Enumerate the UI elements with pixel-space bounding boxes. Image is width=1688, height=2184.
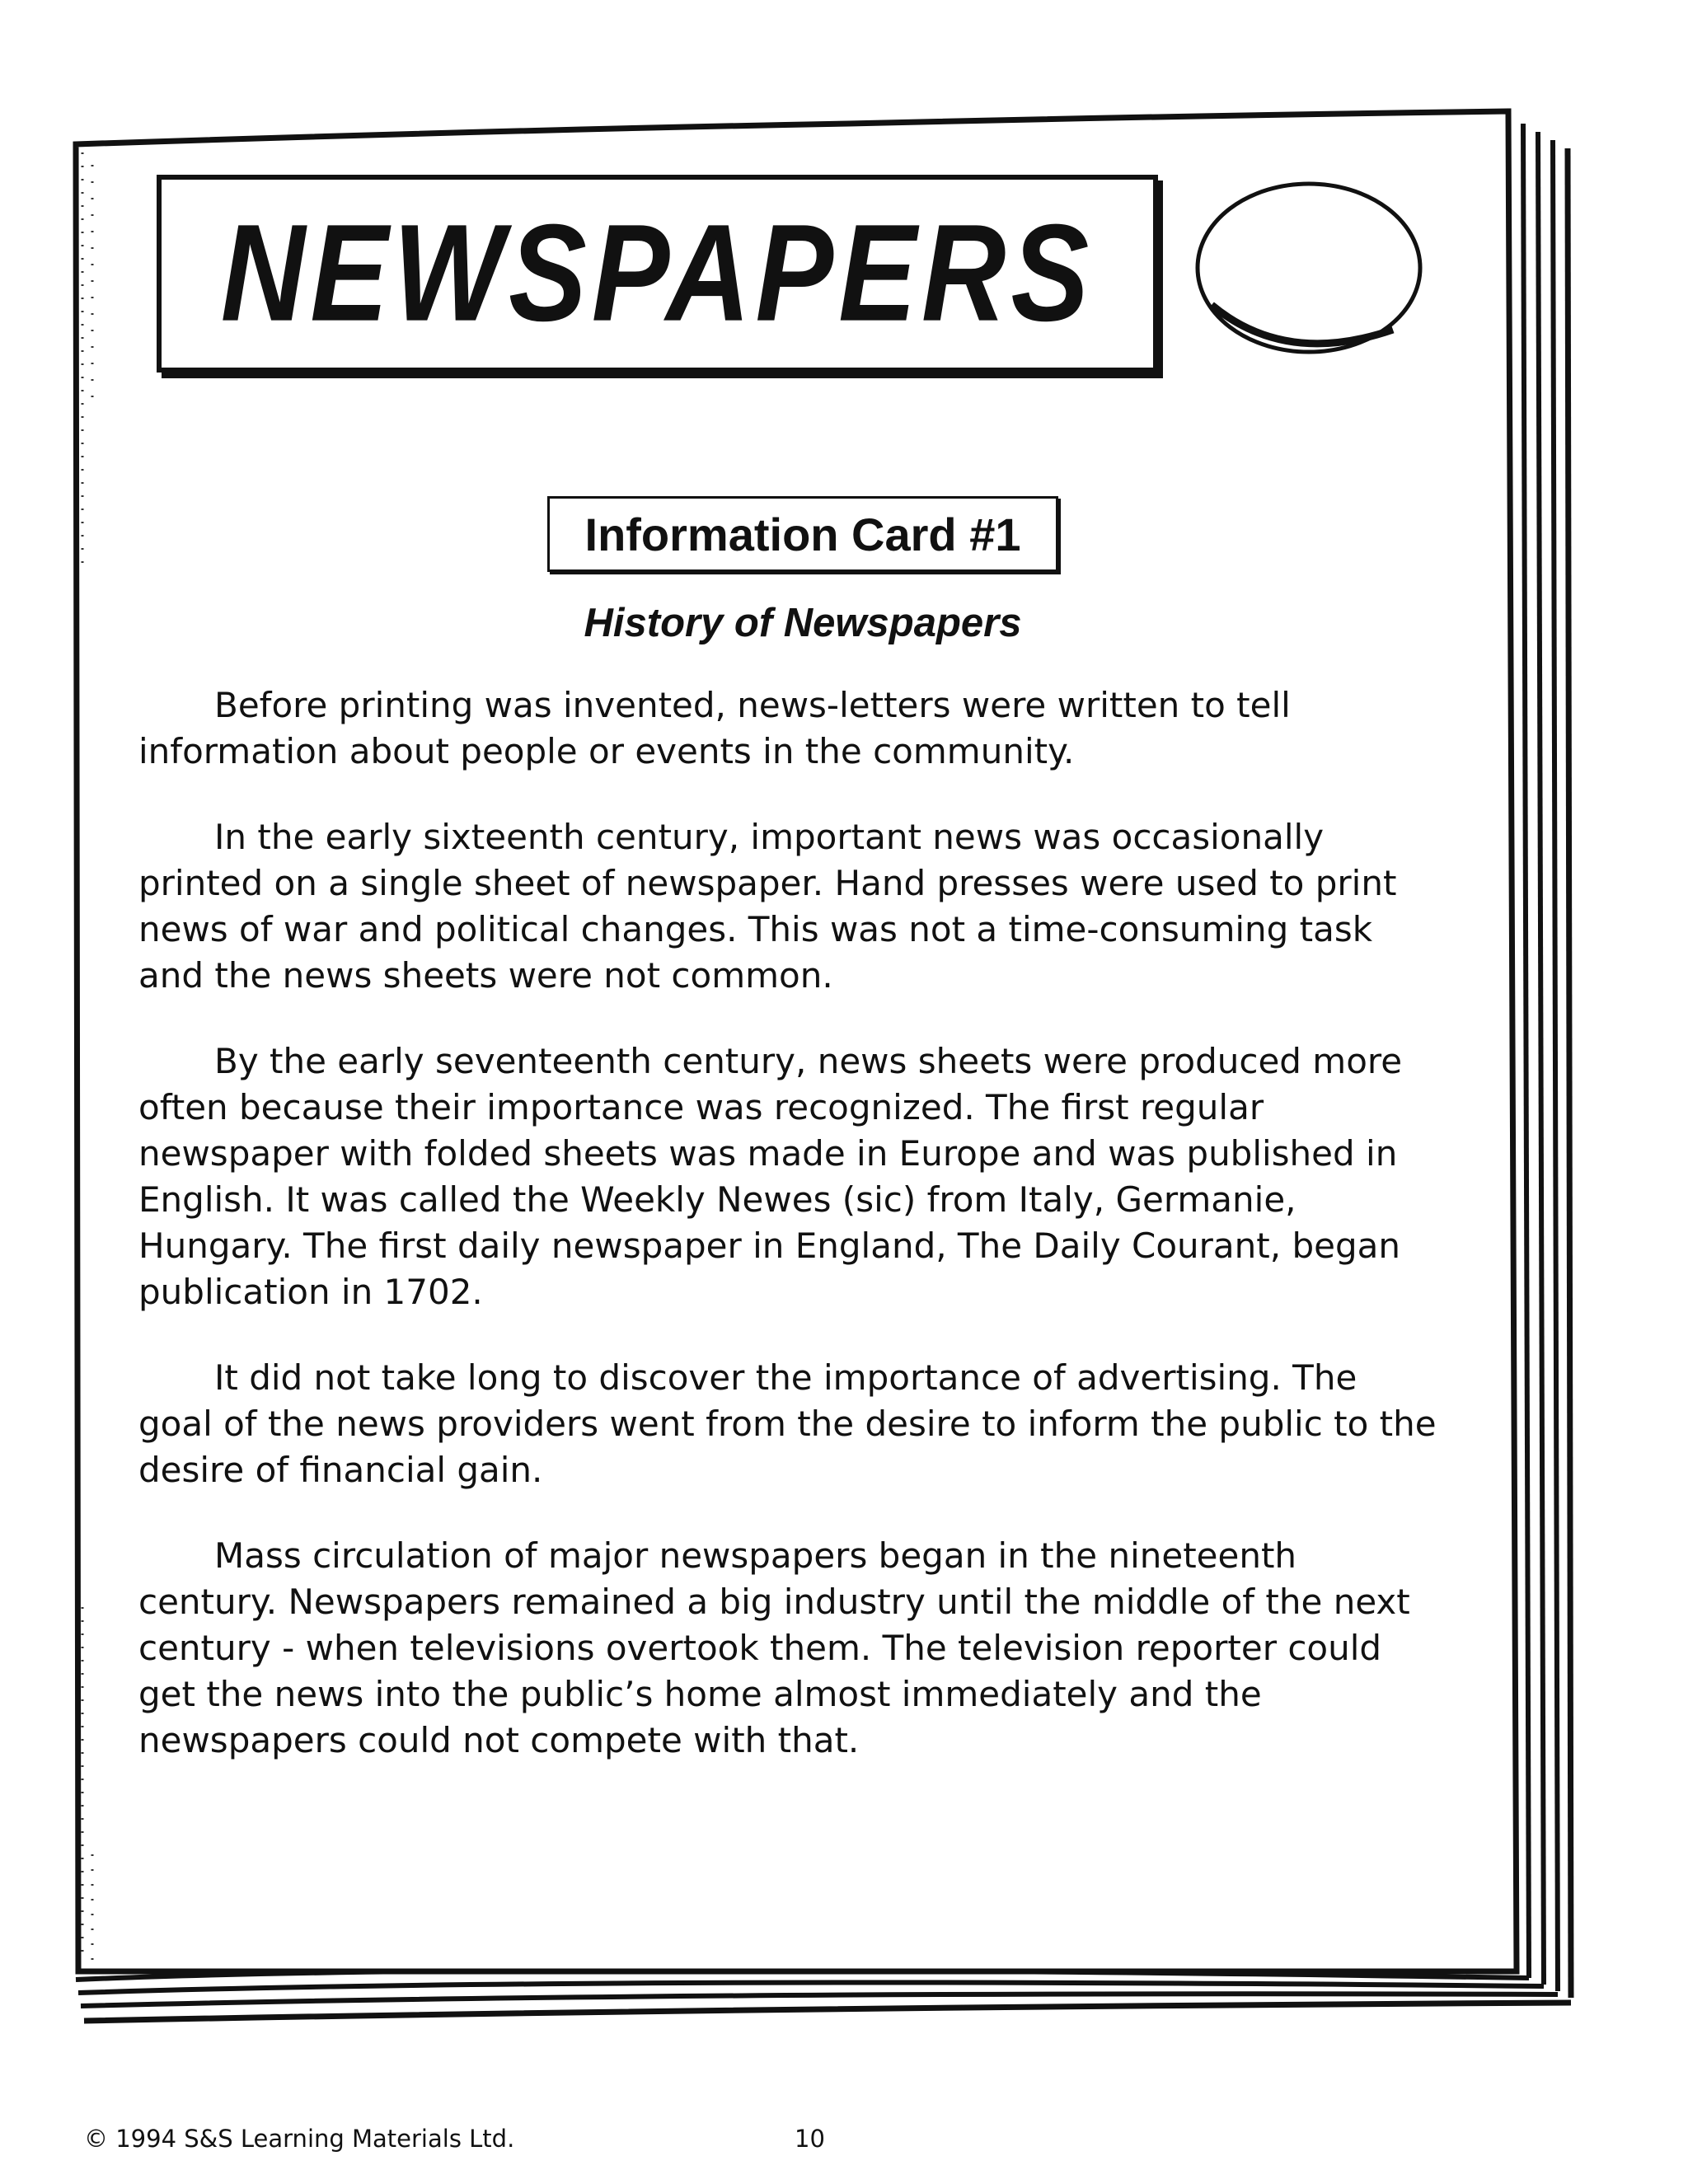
- section-subtitle: History of Newspapers: [584, 601, 1022, 645]
- information-card-label-box: [547, 496, 1058, 572]
- paragraph: It did not take long to discover the importance of advertising. The goal of the news providers went from the desire to inform the public to the desire of financial gain.: [138, 1357, 1437, 1490]
- page-title: NEWSPAPERS: [220, 195, 1095, 351]
- footer-copyright: © 1994 S&S Learning Materials Ltd.: [84, 2125, 515, 2153]
- paragraph: Before printing was invented, news-letters were written to tell information about people or events in the community.: [138, 685, 1291, 771]
- paragraph: Mass circulation of major newspapers began in the nineteenth century. Newspapers remained a big industry until the middle of the next century - when televisions overtook them. The television reporter could get the news into the public’s home almost immediately and the newspapers could not compete with that.: [138, 1535, 1410, 1760]
- paragraph: In the early sixteenth century, important news was occasionally printed on a single sheet of newspaper. Hand presses were used to print news of war and political changes. This was not a time-consuming task and the news sheets were not common.: [138, 817, 1397, 996]
- information-card-label: Information Card #1: [584, 508, 1021, 560]
- title-box: [157, 175, 1158, 373]
- paragraph: By the early seventeenth century, news sheets were produced more often because their importance was recognized. The first regular newspaper with folded sheets was made in Europe and was published in English. It was called the Weekly Newes (sic) from Italy, Germanie, Hungary. The first daily newspaper in England, The Daily Courant, began publication in 1702.: [138, 1041, 1403, 1312]
- article-body: [138, 682, 1437, 1803]
- footer-page-number: 10: [795, 2125, 825, 2153]
